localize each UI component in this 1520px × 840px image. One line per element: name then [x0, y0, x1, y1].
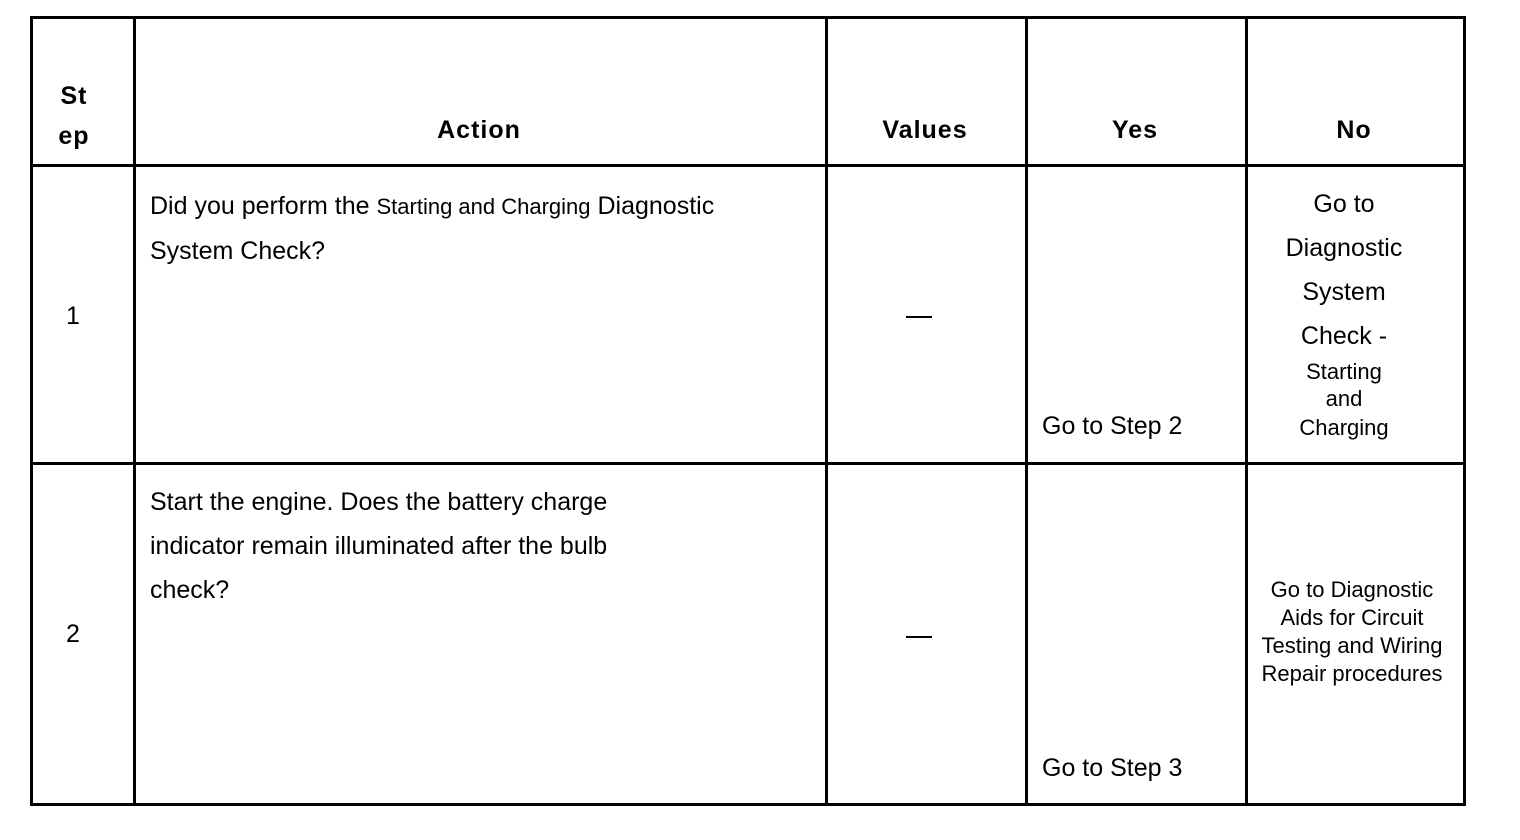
row2-yes: Go to Step 3	[1042, 754, 1183, 782]
header-values: Values	[882, 116, 968, 144]
row1-no-line: Diagnostic	[1285, 234, 1403, 262]
row1-no-line: System	[1302, 278, 1386, 306]
row1-no-small-line: Starting	[1306, 359, 1382, 384]
header-no: No	[1336, 116, 1372, 144]
row2-no-line: Aids for Circuit	[1280, 605, 1424, 630]
row1-action-small: Starting and Charging	[376, 194, 591, 219]
header-yes: Yes	[1111, 116, 1159, 144]
header-step-line1: St	[60, 82, 88, 110]
row2-action-line: indicator remain illuminated after the bulb	[150, 532, 608, 560]
row1-yes: Go to Step 2	[1042, 412, 1183, 440]
row2-step: 2	[66, 620, 80, 648]
row1-no-line: Check -	[1300, 322, 1388, 350]
row1-no	[1246, 182, 1442, 444]
row1-no-small-line: and	[1325, 386, 1363, 411]
row-divider	[33, 462, 1463, 465]
row2-no-line: Go to Diagnostic	[1270, 577, 1434, 602]
row1-no-small-line: Charging	[1299, 415, 1389, 440]
row1-no-line: Go to	[1313, 190, 1375, 218]
row2-no-line: Repair procedures	[1261, 661, 1443, 686]
row1-action-text: Did you perform the	[150, 192, 377, 220]
row1-action	[150, 184, 810, 273]
row1-value-dash	[906, 316, 932, 318]
row2-action-line: check?	[150, 576, 230, 604]
header-step	[36, 76, 112, 156]
header-step-line2: ep	[58, 122, 90, 150]
row1-action-text-end: Diagnostic	[590, 192, 715, 220]
row-divider	[33, 164, 1463, 167]
row2-no	[1246, 576, 1458, 688]
row2-value-dash	[906, 636, 932, 638]
header-action: Action	[437, 116, 521, 144]
row1-action-line1	[150, 184, 810, 229]
row2-no-line: Testing and Wiring	[1261, 633, 1443, 658]
row1-action-line2: System Check?	[150, 237, 326, 265]
row1-step: 1	[66, 302, 80, 330]
row2-action	[150, 480, 810, 612]
row2-action-line: Start the engine. Does the battery charge	[150, 488, 608, 516]
